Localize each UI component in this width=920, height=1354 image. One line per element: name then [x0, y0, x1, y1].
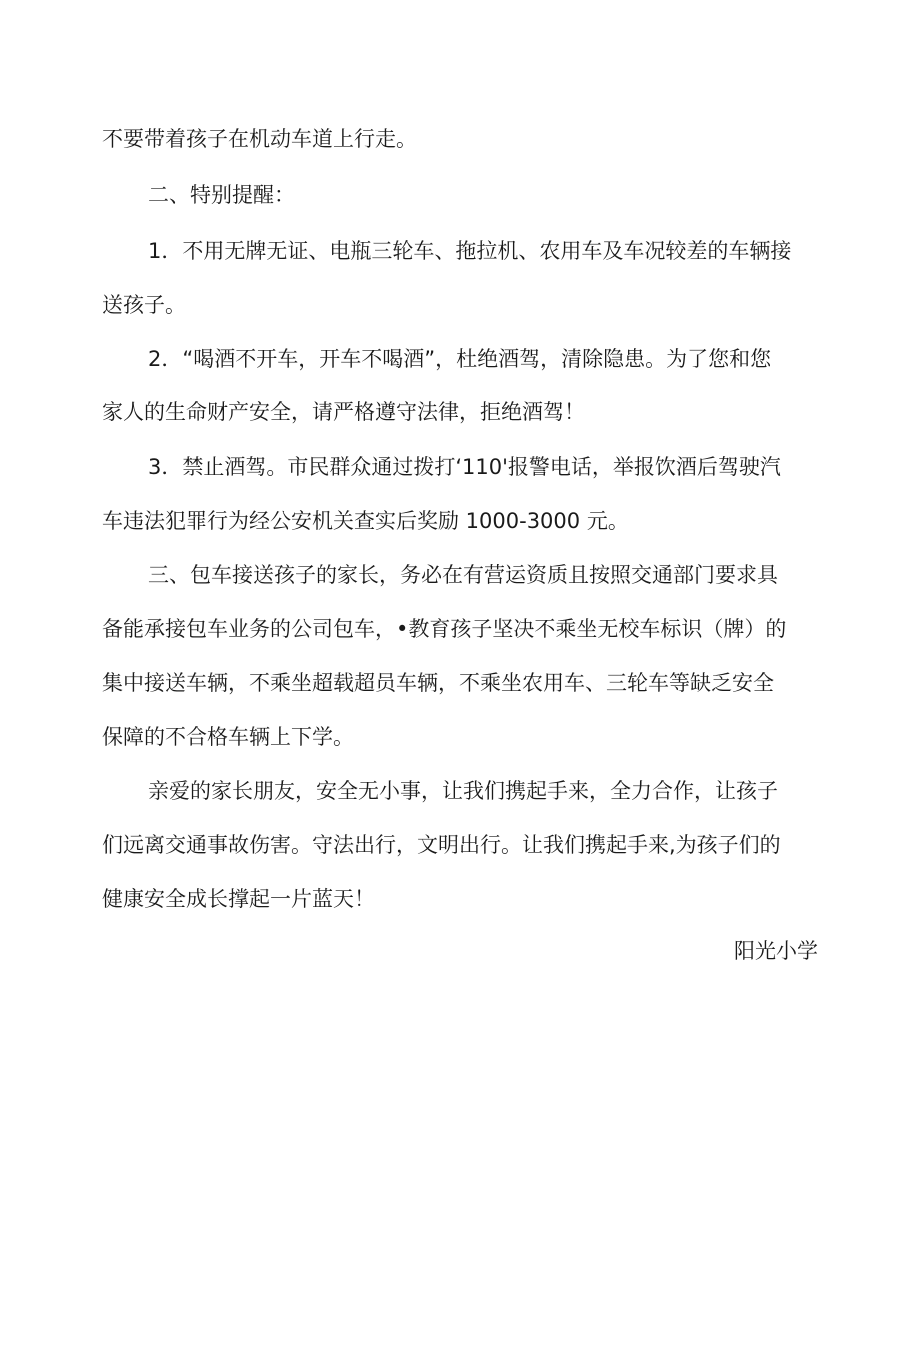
text-line: 保障的不合格车辆上下学。	[102, 725, 354, 749]
text-line: 三、包车接送孩子的家长，务必在有营运资质且按照交通部门要求具	[148, 563, 778, 587]
text-line: 亲爱的家长朋友，安全无小事，让我们携起手来，全力合作，让孩子	[148, 779, 778, 803]
text-line: 1．不用无牌无证、电瓶三轮车、拖拉机、农用车及车况较差的车辆接	[148, 239, 792, 263]
text-line: 车违法犯罪行为经公安机关查实后奖励 1000-3000 元。	[102, 509, 629, 533]
text-line: 送孩子。	[102, 293, 186, 317]
text-line: 集中接送车辆，不乘坐超载超员车辆，不乘坐农用车、三轮车等缺乏安全	[102, 671, 774, 695]
text-line: 们远离交通事故伤害。守法出行，文明出行。让我们携起手来,为孩子们的	[102, 833, 781, 857]
text-line: 健康安全成长撑起一片蓝天！	[102, 887, 375, 911]
text-line: 2．“喝酒不开车，开车不喝酒”，杜绝酒驾，清除隐患。为了您和您	[148, 347, 772, 371]
text-line: 家人的生命财产安全，请严格遵守法律，拒绝酒驾！	[102, 400, 585, 424]
text-line: 3．禁止酒驾。市民群众通过拨打‘110'报警电话，举报饮酒后驾驶汽	[148, 455, 781, 479]
text-line: 不要带着孩子在机动车道上行走。	[102, 127, 417, 151]
section-heading: 二、特别提醒：	[148, 183, 295, 207]
text-line: 备能承接包车业务的公司包车，•教育孩子坚决不乘坐无校车标识（牌）的	[102, 617, 787, 641]
signature: 阳光小学	[734, 939, 818, 963]
